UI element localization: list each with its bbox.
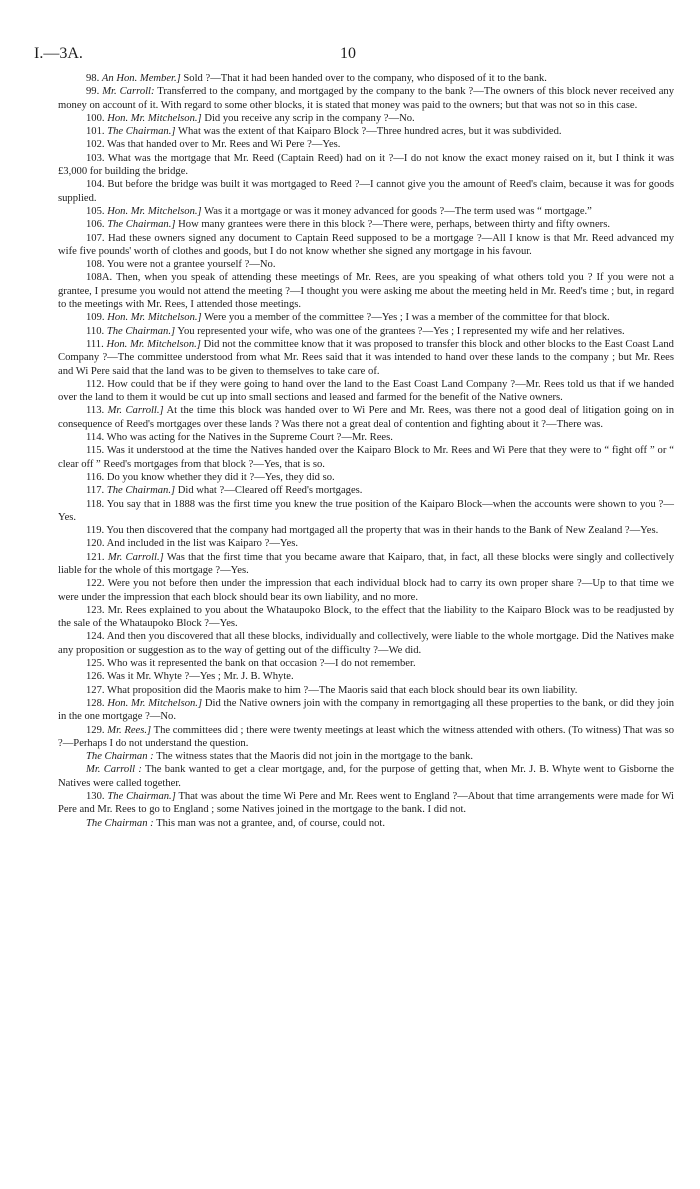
testimony-text: Did what ?—Cleared off Reed's mortgages.: [175, 485, 363, 497]
testimony-paragraph: [58, 258, 674, 271]
question-number: 128.: [86, 697, 105, 709]
question-number: 118.: [86, 498, 105, 510]
question-number: 123.: [86, 604, 105, 616]
testimony-paragraph: [58, 498, 674, 525]
testimony-text: That was about the time Wi Pere and Mr. Rees went to England ?—About that time arrangements were made for Wi Pere and Mr. Rees to go to England ; some Natives joined in the mortgage to the bank. I did not.: [58, 791, 674, 816]
testimony-text: The committees did ; there were twenty meetings at least which the witness attended with others. (To witness) That was so ?—Perhaps I do not understand the question.: [58, 724, 674, 749]
testimony-text: What was the mortgage that Mr. Reed (Captain Reed) had on it ?—I do not know the exact money raised on it, but I think it was £3,000 for building the bridge.: [58, 152, 674, 178]
question-number: 113.: [86, 405, 105, 417]
question-number: 104.: [86, 179, 105, 191]
speaker-label: The Chairman.]: [107, 791, 176, 803]
testimony-text: The bank wanted to get a clear mortgage, and, for the purpose of getting that, when Mr. J. B. Whyte went to Gisborne the Natives were called together.: [58, 764, 674, 789]
testimony-paragraph: [58, 630, 674, 657]
testimony-text: Did you receive any scrip in the company ?—No.: [201, 112, 415, 124]
testimony-paragraph: [58, 125, 674, 138]
speaker-label: The Chairman.]: [106, 325, 176, 337]
testimony-text: Was it Mr. Whyte ?—Yes ; Mr. J. B. Whyte.: [107, 671, 294, 683]
testimony-text: Did the Native owners join with the company in remortgaging all these properties to the bank, or did they join in the one mortgage ?—No.: [58, 697, 674, 723]
testimony-paragraph: [58, 138, 674, 151]
testimony-text: You say that in 1888 was the first time you knew the true position of the Kaiparo Block—when the accounts were shown to you ?—Yes.: [58, 498, 674, 523]
speaker-label: Mr. Carroll.]: [107, 405, 164, 417]
testimony-paragraph: [58, 670, 674, 683]
testimony-text: But before the bridge was built it was mortgaged to Reed ?—I cannot give you the amount of Reed's claim, because it was for goods supplied.: [58, 179, 674, 204]
testimony-text: And included in the list was Kaiparo ?—Yes.: [106, 538, 298, 550]
question-number: 103.: [86, 152, 105, 164]
question-number: 114.: [86, 432, 105, 444]
testimony-paragraph: [58, 817, 674, 830]
testimony-paragraph: [58, 551, 674, 578]
testimony-text: At the time this block was handed over to Wi Pere and Mr. Rees, was there not a good deal of litigation going on in consequence of Reed's mortgages over these lands ? Was there not a great deal of contention and fighting about it ?—There was.: [58, 405, 674, 430]
testimony-text: Then, when you speak of attending these meetings of Mr. Rees, are you speaking of what others told you ? If you were not a grantee, I presume you would not attend the meeting ?—I thought you were asking me about the meeting held in Mr. Reed's time ; but, in regard to the meetings with Mr. Rees, I attended those meetings.: [58, 272, 674, 311]
question-number: 115.: [86, 445, 105, 457]
testimony-text: Was it a mortgage or was it money advanced for goods ?—The term used was “ mortgage.”: [201, 205, 592, 217]
question-number: 99.: [86, 86, 100, 98]
testimony-text: Were you not before then under the impression that each individual block had to carry its own proper share ?—Up to that time we were under the impression that each block should bear its own liability, and no more.: [58, 578, 674, 603]
question-number: 106.: [86, 219, 105, 231]
testimony-paragraph: [58, 378, 674, 405]
speaker-label: Mr. Carroll:: [102, 86, 155, 98]
speaker-label: Hon. Mr. Mitchelson.]: [107, 312, 202, 324]
testimony-text: How could that be if they were going to hand over the land to the East Coast Land Company ?—Mr. Rees told us that if we handed over the land to them it would be cut up into small sections and leased and farmed for the benefit of the Native owners.: [58, 378, 674, 404]
speaker-label: Mr. Carroll.]: [107, 551, 164, 563]
page-number: 10: [340, 45, 356, 62]
testimony-paragraph: [58, 577, 674, 604]
question-number: 120.: [86, 538, 105, 550]
testimony-paragraph: [58, 72, 674, 85]
question-number: 108.: [86, 259, 105, 271]
question-number: 102.: [86, 139, 105, 151]
question-number: 105.: [86, 205, 105, 217]
testimony-paragraph: [58, 232, 674, 259]
speaker-label: Mr. Carroll :: [86, 764, 142, 776]
testimony-text: Was that handed over to Mr. Rees and Wi Pere ?—Yes.: [107, 139, 341, 151]
speaker-label: The Chairman :: [86, 817, 154, 829]
question-number: 127.: [86, 684, 105, 696]
testimony-paragraph: [58, 763, 674, 790]
testimony-text: This man was not a grantee, and, of course, could not.: [153, 817, 386, 829]
testimony-paragraph: [58, 684, 674, 697]
question-number: 129.: [86, 724, 105, 736]
speaker-label: Hon. Mr. Mitchelson.]: [107, 697, 203, 709]
testimony-text: Who was acting for the Natives in the Supreme Court ?—Mr. Rees.: [106, 432, 393, 444]
question-number: 107.: [86, 232, 105, 244]
speaker-label: An Hon. Member.]: [101, 73, 181, 84]
testimony-paragraph: [58, 338, 674, 378]
testimony-paragraph: [58, 152, 674, 179]
question-number: 100.: [86, 112, 105, 124]
question-number: 108A.: [86, 272, 113, 284]
testimony-text: And then you discovered that all these blocks, individually and collectively, were liable to the whole mortgage. Did the Natives make any proposition or suggestion as to the way of getting out of the difficulty ?—We did.: [58, 631, 674, 656]
question-number: 116.: [86, 471, 105, 483]
speaker-label: Mr. Rees.]: [107, 724, 152, 736]
question-number: 126.: [86, 671, 105, 683]
speaker-label: Hon. Mr. Mitchelson.]: [107, 205, 202, 217]
question-number: 112.: [86, 378, 105, 390]
speaker-label: Hon. Mr. Mitchelson.]: [107, 112, 202, 124]
testimony-paragraph: [58, 537, 674, 550]
question-number: 125.: [86, 658, 105, 670]
testimony-paragraph: [58, 178, 674, 205]
testimony-paragraph: [58, 657, 674, 670]
question-number: 122.: [86, 578, 105, 590]
testimony-text: Had these owners signed any document to Captain Reed supposed to be a mortgage ?—All I know is that Mr. Reed advanced my wife five pounds' worth of clothes and goods, but I do not know whether she signed any mortgage in his favour.: [58, 232, 674, 257]
testimony-body: [58, 72, 674, 830]
testimony-text: The witness states that the Maoris did not join in the mortgage to the bank.: [153, 751, 474, 763]
testimony-text: You then discovered that the company had mortgaged all the property that was in their hands to the Bank of New Zealand ?—Yes.: [106, 525, 659, 537]
testimony-paragraph: [58, 325, 674, 338]
testimony-paragraph: [58, 271, 674, 311]
testimony-text: How many grantees were there in this block ?—There were, perhaps, between thirty and fifty owners.: [175, 219, 610, 231]
question-number: 111.: [86, 338, 104, 350]
testimony-text: You were not a grantee yourself ?—No.: [106, 259, 276, 271]
question-number: 121.: [86, 551, 105, 563]
testimony-paragraph: [58, 431, 674, 444]
testimony-paragraph: [58, 604, 674, 631]
speaker-label: The Chairman.]: [107, 126, 176, 138]
parliamentary-paper-reference: I.—3A.: [34, 45, 83, 62]
testimony-paragraph: [58, 218, 674, 231]
testimony-text: What was the extent of that Kaiparo Block ?—Three hundred acres, but it was subdivided.: [175, 126, 562, 138]
testimony-paragraph: [58, 724, 674, 751]
question-number: 109.: [86, 312, 105, 324]
testimony-paragraph: [58, 790, 674, 817]
speaker-label: The Chairman.]: [107, 219, 176, 231]
speaker-label: Hon. Mr. Mitchelson.]: [106, 338, 201, 350]
testimony-paragraph: [58, 112, 674, 125]
question-number: 117.: [86, 485, 105, 497]
question-number: 98.: [86, 73, 100, 84]
testimony-paragraph: [58, 484, 674, 497]
testimony-text: You represented your wife, who was one of the grantees ?—Yes ; I represented my wife and her relatives.: [175, 325, 625, 337]
testimony-paragraph: [58, 750, 674, 763]
testimony-text: Do you know whether they did it ?—Yes, they did so.: [106, 471, 335, 483]
speaker-label: The Chairman.]: [106, 485, 176, 497]
testimony-text: Did not the committee know that it was proposed to transfer this block and other blocks to the East Coast Land Company ?—The committee understood from what Mr. Rees said that it was intended to hand over these lands to the company ; but Mr. Rees and Wi Pere said that the land was to be given to themselves to take care of.: [58, 338, 674, 377]
question-number: 119.: [86, 525, 105, 537]
testimony-text: Sold ?—That it had been handed over to the company, who disposed of it to the bank.: [180, 73, 547, 84]
question-number: 130.: [86, 791, 105, 803]
testimony-paragraph: [58, 404, 674, 431]
testimony-text: Who was it represented the bank on that occasion ?—I do not remember.: [107, 658, 416, 670]
testimony-paragraph: [58, 85, 674, 112]
testimony-paragraph: [58, 311, 674, 324]
question-number: 101.: [86, 126, 105, 138]
question-number: 124.: [86, 631, 105, 643]
testimony-paragraph: [58, 524, 674, 537]
testimony-paragraph: [58, 471, 674, 484]
speaker-label: The Chairman :: [86, 751, 154, 763]
testimony-text: Was it understood at the time the Natives handed over the Kaiparo Block to Mr. Rees and Wi Pere that they were to “ fight off ” or “ clear off ” Reed's mortgages from that block ?—Yes, that is so.: [58, 445, 674, 470]
testimony-text: Were you a member of the committee ?—Yes ; I was a member of the committee for that block.: [201, 312, 610, 324]
testimony-text: What proposition did the Maoris make to him ?—The Maoris said that each block should bear its own liability.: [107, 684, 578, 696]
testimony-paragraph: [58, 205, 674, 218]
testimony-text: Mr. Rees explained to you about the Whataupoko Block, to the effect that the liability to the Kaiparo Block was to be readjusted by the sale of the Whataupoko Block ?—Yes.: [58, 604, 674, 630]
testimony-text: Transferred to the company, and mortgaged by the company to the bank ?—The owners of this block never received any money on account of it. With regard to some other blocks, it is stated that money was paid to the owners; but that was not so in this case.: [58, 86, 675, 111]
testimony-paragraph: [58, 697, 674, 724]
testimony-paragraph: [58, 444, 674, 471]
question-number: 110.: [86, 325, 105, 337]
testimony-text: Was that the first time that you became aware that Kaiparo, that, in fact, all these blocks were singly and collectively liable for the whole of this mortgage ?—Yes.: [58, 551, 674, 576]
